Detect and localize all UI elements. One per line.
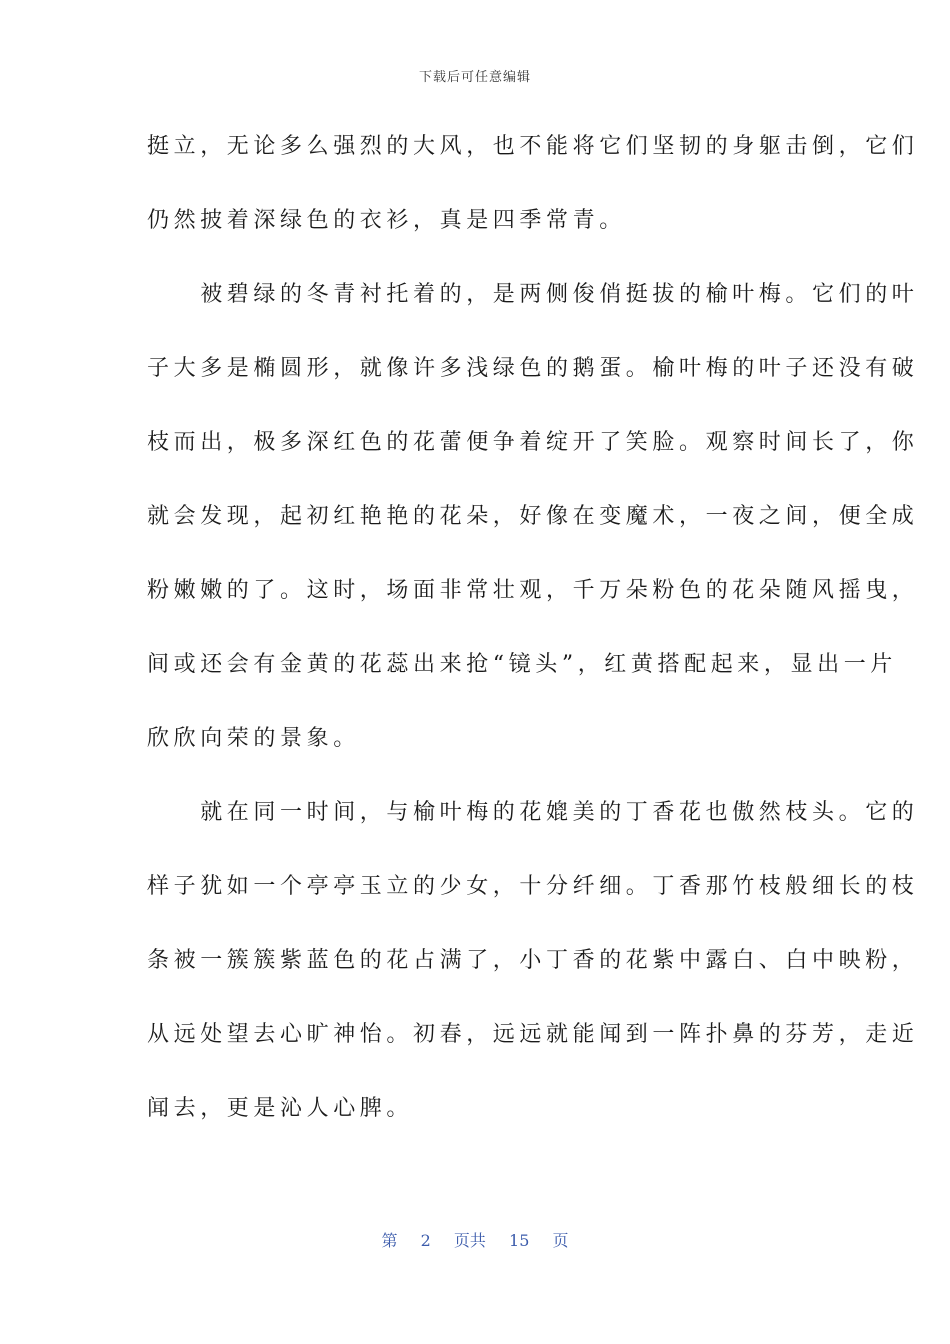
- footer-prefix: 第: [381, 1231, 398, 1250]
- text-line: 间或还会有金黄的花蕊出来抢“镜头”，红黄搭配起来，显出一片: [147, 652, 897, 677]
- text-line: 从远处望去心旷神怡。初春，远远就能闻到一阵扑鼻的芬芳，走近: [147, 1022, 919, 1047]
- current-page-number: 2: [420, 1231, 431, 1250]
- text-line: 仍然披着深绿色的衣衫，真是四季常青。: [147, 208, 626, 233]
- footer-middle: 页共: [453, 1231, 486, 1250]
- text-line: 子大多是椭圆形，就像许多浅绿色的鹅蛋。榆叶梅的叶子还没有破: [147, 356, 919, 381]
- text-line: 条被一簇簇紫蓝色的花占满了，小丁香的花紫中露白、白中映粉，: [147, 948, 919, 973]
- document-body: [147, 110, 919, 1146]
- page-footer: [0, 1228, 950, 1251]
- text-line: 粉嫩嫩的了。这时，场面非常壮观，千万朵粉色的花朵随风摇曳，: [147, 578, 919, 603]
- text-line: 欣欣向荣的景象。: [147, 726, 360, 751]
- total-pages-number: 15: [509, 1231, 530, 1250]
- header-note: 下载后可任意编辑: [418, 70, 531, 85]
- text-line: 样子犹如一个亭亭玉立的少女，十分纤细。丁香那竹枝般细长的枝: [147, 874, 919, 899]
- text-line: 枝而出，极多深红色的花蕾便争着绽开了笑脸。观察时间长了，你: [147, 430, 919, 455]
- paragraph-first-line: 就在同一时间，与榆叶梅的花媲美的丁香花也傲然枝头。它的: [147, 800, 919, 825]
- footer-suffix: 页: [552, 1231, 569, 1250]
- text-line: 挺立，无论多么强烈的大风，也不能将它们坚韧的身躯击倒，它们: [147, 134, 919, 159]
- text-line: 闻去，更是沁人心脾。: [147, 1096, 414, 1121]
- paragraph-first-line: 被碧绿的冬青衬托着的，是两侧俊俏挺拔的榆叶梅。它们的叶: [147, 282, 919, 307]
- page-header: [0, 66, 950, 85]
- text-line: 就会发现，起初红艳艳的花朵，好像在变魔术，一夜之间，便全成: [147, 504, 919, 529]
